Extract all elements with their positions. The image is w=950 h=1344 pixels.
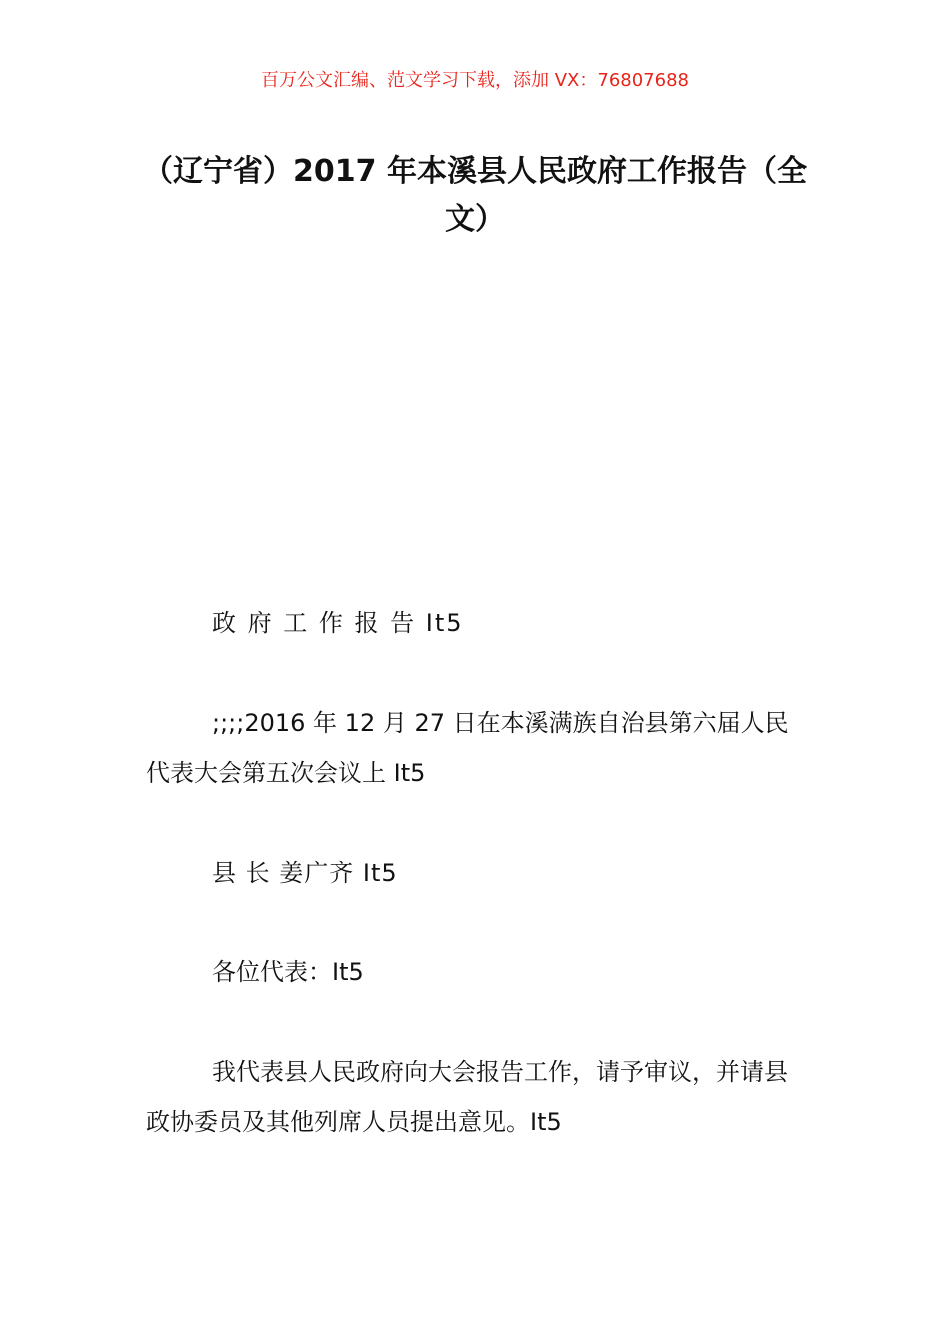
speaker-paragraph: 县 长 姜广齐 It5 <box>212 859 398 887</box>
promo-banner: 百万公文汇编、范文学习下载，添加 VX：76807688 <box>261 70 689 91</box>
meeting-info-paragraph: ;;;;2016 年 12 月 27 日在本溪满族自治县第六届人民代表大会第五次会议上 It5 <box>146 709 789 787</box>
document-title: （辽宁省）2017 年本溪县人民政府工作报告（全文） <box>143 154 807 237</box>
report-heading-paragraph: 政 府 工 作 报 告 It5 <box>212 609 464 637</box>
salutation-paragraph: 各位代表：It5 <box>212 958 364 986</box>
opening-paragraph: 我代表县人民政府向大会报告工作，请予审议，并请县政协委员及其他列席人员提出意见。It5 <box>146 1058 788 1136</box>
